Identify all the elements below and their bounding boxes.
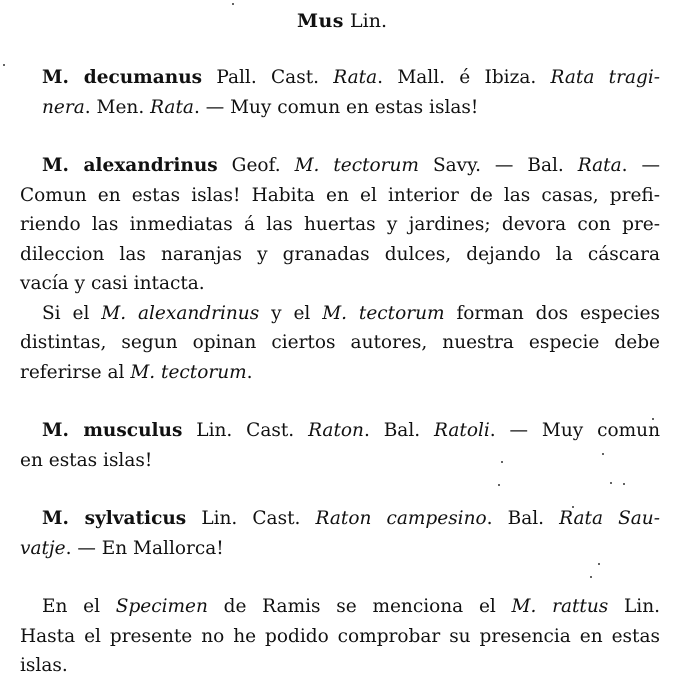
text-run: . bbox=[246, 361, 253, 383]
text-run: . Bal. bbox=[363, 420, 434, 441]
genus-name: Mus bbox=[296, 10, 344, 32]
text-run: vacía y casi intacta. bbox=[20, 273, 205, 294]
text-run: Lin. Cast. bbox=[182, 420, 309, 441]
species-name: M. sylvaticus bbox=[42, 508, 187, 529]
text-run: en estas islas! bbox=[20, 449, 153, 471]
text-run: Hasta el presente no he podido comprobar su presencia en estas bbox=[20, 625, 660, 647]
species-name: M. alexandrinus bbox=[42, 155, 218, 176]
text-line bbox=[20, 299, 660, 329]
text-line bbox=[20, 151, 660, 181]
species-entry-decumanus bbox=[20, 63, 660, 122]
genus-heading bbox=[20, 6, 660, 36]
text-line bbox=[20, 504, 660, 534]
text-run: islas. bbox=[20, 655, 68, 676]
text-line bbox=[20, 93, 660, 123]
italic-term: Raton campesino bbox=[315, 508, 487, 529]
text-run: Geof. bbox=[217, 155, 295, 176]
text-line bbox=[20, 181, 660, 211]
text-line bbox=[20, 63, 660, 93]
species-name: M. musculus bbox=[42, 420, 183, 441]
text-run: Si el bbox=[42, 302, 102, 324]
note-specimen-ramis bbox=[20, 592, 660, 681]
text-run: Pall. Cast. bbox=[202, 67, 334, 88]
italic-term: nera bbox=[42, 96, 85, 118]
genus-author: Lin. bbox=[350, 10, 388, 32]
species-entry-alexandrinus bbox=[20, 151, 660, 387]
italic-term: vatje bbox=[20, 537, 66, 559]
species-entry-musculus bbox=[20, 416, 660, 475]
text-run: referirse al bbox=[20, 361, 131, 383]
italic-term: Specimen bbox=[115, 596, 208, 617]
species-entry-sylvaticus bbox=[20, 504, 660, 563]
text-run: forman dos especies bbox=[444, 302, 660, 324]
text-run: Savy. — Bal. bbox=[418, 155, 578, 176]
text-run: Comun en estas islas! Habita en el interior de las casas, prefi- bbox=[20, 184, 660, 206]
text-run: de Ramis se menciona el bbox=[207, 596, 512, 617]
text-run: En el bbox=[42, 596, 116, 617]
italic-term: Raton bbox=[308, 420, 364, 441]
text-line bbox=[20, 592, 660, 622]
text-line bbox=[20, 416, 660, 446]
text-line bbox=[20, 622, 660, 652]
italic-term: Rata bbox=[333, 67, 378, 88]
document-page bbox=[20, 6, 660, 681]
italic-term: Rata bbox=[150, 96, 194, 118]
text-run: . — bbox=[621, 155, 660, 176]
text-run: . Mall. é Ibiza. bbox=[377, 67, 551, 88]
italic-term: M. tectorum bbox=[294, 155, 419, 176]
italic-term: Rata tragi- bbox=[550, 67, 660, 88]
italic-term: Rata bbox=[577, 155, 622, 176]
text-run: . — Muy comun bbox=[489, 420, 660, 441]
text-run: Lin. bbox=[608, 596, 660, 617]
text-run: . Men. bbox=[84, 96, 151, 118]
text-line bbox=[20, 446, 660, 476]
text-run: dileccion las naranjas y granadas dulces, dejando la cáscara bbox=[20, 243, 660, 265]
text-line bbox=[20, 240, 660, 270]
text-line bbox=[20, 269, 660, 299]
text-run: y el bbox=[259, 302, 323, 324]
text-line bbox=[20, 651, 660, 681]
italic-term: M. tectorum bbox=[322, 302, 445, 324]
text-line bbox=[20, 534, 660, 564]
text-line bbox=[20, 328, 660, 358]
italic-term: M. rattus bbox=[511, 596, 609, 617]
text-run: . — Muy comun en estas islas! bbox=[193, 96, 479, 118]
italic-term: M. tectorum bbox=[130, 361, 247, 383]
text-run: distintas, segun opinan ciertos autores, nuestra especie debe bbox=[20, 332, 660, 353]
text-line bbox=[20, 210, 660, 240]
text-run: . Bal. bbox=[486, 508, 560, 529]
text-line bbox=[20, 358, 660, 388]
text-run: . — En Mallorca! bbox=[65, 537, 224, 559]
text-run: Lin. Cast. bbox=[186, 508, 316, 529]
text-run: riendo las inmediatas á las huertas y jardines; devora con pre- bbox=[20, 214, 660, 235]
italic-term: M. alexandrinus bbox=[101, 302, 260, 324]
italic-term: Rata Sau- bbox=[559, 508, 660, 529]
species-name: M. decumanus bbox=[42, 67, 203, 88]
italic-term: Ratoli bbox=[434, 420, 490, 441]
